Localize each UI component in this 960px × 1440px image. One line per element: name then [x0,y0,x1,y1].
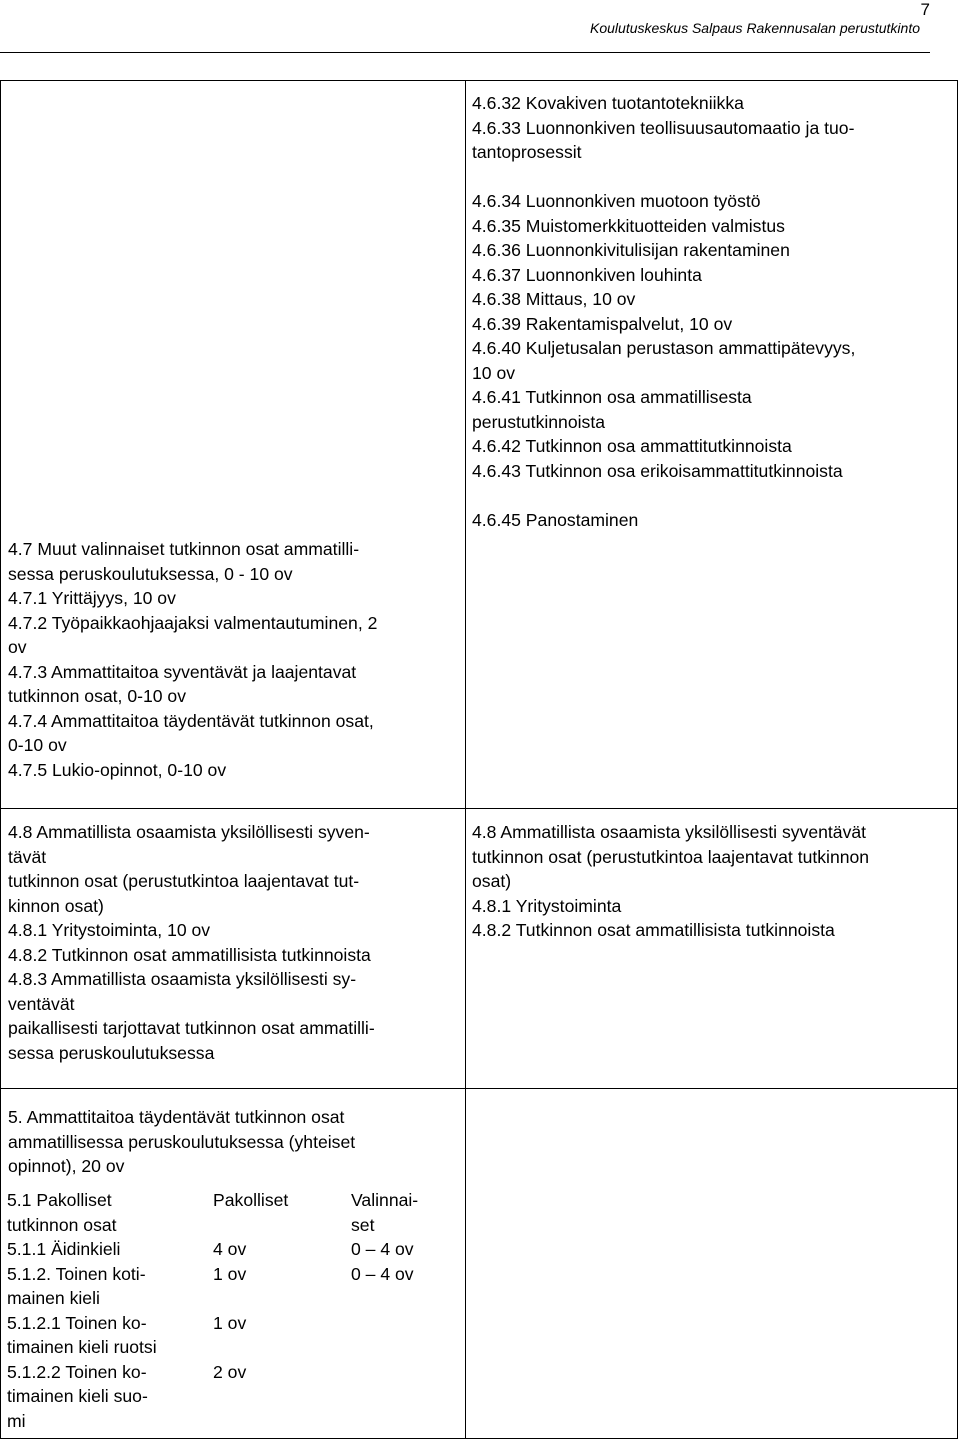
text-line: 4.6.39 Rakentamispalvelut, 10 ov [472,313,733,334]
table-cell: Valinnai- set [351,1190,419,1235]
text-line: 4.6.45 Panostaminen [472,509,639,530]
left-4-7-cell [8,537,377,782]
table-row [7,1360,455,1434]
text-line: 4.8.1 Yritystoiminta, 10 ov [8,920,211,940]
text-line: 4.6.40 Kuljetusalan perustason ammattipätevyys, [472,338,856,358]
table-cell: 0 – 4 ov [351,1239,414,1259]
left-5-cell [8,1105,355,1179]
left-4-8-cell [8,820,375,1065]
header-title: Koulutuskeskus Salpaus Rakennusalan perustutkinto [590,20,920,36]
text-line: 4.7.3 Ammattitaitoa syventävät ja laajentavat [8,661,357,682]
text-line: 4.6.36 Luonnonkivitulisijan rakentaminen [472,240,790,260]
table-cell: 5.1.1 Äidinkieli [7,1239,121,1259]
text-line: tutkinnon osat (perustutkintoa laajentavat tutkinnon [472,846,870,867]
text-line: tutkinnon osat (perustutkintoa laajentavat tut- [8,871,360,891]
text-line [472,483,855,508]
table-cell: Pakolliset [213,1190,289,1210]
table-cell: 5.1.2. Toinen koti- mainen kieli [7,1263,146,1308]
table-row [7,1237,455,1262]
text-line: 4.6.41 Tutkinnon osa ammatillisesta [472,387,752,407]
table-row [7,1311,455,1360]
table-header-row [7,1188,455,1237]
text-line: 10 ov [472,362,516,383]
text-line: 4.8 Ammatillista osaamista yksilöllisesti syventävät [472,822,867,842]
table-cell: 1 ov [213,1312,247,1333]
text-line: 4.8 Ammatillista osaamista yksilöllisesti syven- [8,822,370,842]
table-cell: 5.1.2.2 Toinen ko- timainen kieli suo- mi [7,1361,148,1431]
table-cell: 4 ov [213,1239,247,1259]
text-line: 4.7.1 Yrittäjyys, 10 ov [8,588,176,608]
text-line: kinnon osat) [8,895,104,916]
text-line: 5. Ammattitaitoa täydentävät tutkinnon osat [8,1107,345,1127]
table-cell: 2 ov [213,1361,247,1382]
text-line: osat) [472,871,512,891]
text-line: tutkinnon osat, 0-10 ov [8,686,187,706]
text-line: ventävät [8,993,75,1014]
text-line: perustutkinnoista [472,411,606,432]
text-line: 4.6.32 Kovakiven tuotantotekniikka [472,93,744,113]
text-line: sessa peruskoulutuksessa [8,1042,215,1063]
text-line: tävät [8,846,47,867]
table-5-1 [7,1188,455,1433]
text-line: 4.6.38 Mittaus, 10 ov [472,289,636,309]
text-line: 4.6.37 Luonnonkiven louhinta [472,264,702,285]
column-divider [465,81,466,1438]
text-line: 4.6.43 Tutkinnon osa erikoisammattitutkinnoista [472,460,843,481]
text-line: 4.8.1 Yritystoiminta [472,895,622,916]
text-line: sessa peruskoulutuksessa, 0 - 10 ov [8,563,293,584]
right-top-cell [472,91,855,532]
page-number: 7 [920,0,930,19]
table-cell: 5.1 Pakolliset tutkinnon osat [7,1190,117,1235]
table-cell: 1 ov [213,1263,247,1284]
text-line: 0-10 ov [8,735,67,755]
row-divider-2 [1,1088,957,1089]
text-line: opinnot), 20 ov [8,1156,125,1176]
table-cell [351,1360,455,1434]
text-line: tantoprosessit [472,142,582,162]
text-line: 4.6.33 Luonnonkiven teollisuusautomaatio ja tuo- [472,117,855,138]
text-line: ammatillisessa peruskoulutuksessa (yhteiset [8,1131,356,1152]
table-row [7,1262,455,1311]
text-line: 4.7.4 Ammattitaitoa täydentävät tutkinnon osat, [8,710,374,731]
text-line: 4.6.34 Luonnonkiven muotoon työstö [472,191,761,211]
text-line: 4.8.3 Ammatillista osaamista yksilöllisesti sy- [8,969,357,989]
text-line: paikallisesti tarjottavat tutkinnon osat ammatilli- [8,1018,375,1038]
table-cell: 5.1.2.1 Toinen ko- timainen kieli ruotsi [7,1312,157,1357]
text-line: 4.7.5 Lukio-opinnot, 0-10 ov [8,759,227,780]
table-cell [351,1311,455,1360]
text-line: 4.6.35 Muistomerkkituotteiden valmistus [472,215,785,236]
right-4-8-cell [472,820,869,943]
text-line: 4.6.42 Tutkinnon osa ammattitutkinnoista [472,436,792,456]
text-line: 4.7.2 Työpaikkaohjaajaksi valmentautuminen, 2 [8,612,378,633]
text-line: 4.8.2 Tutkinnon osat ammatillisista tutkinnoista [472,920,835,940]
text-line [472,165,855,190]
row-divider-1 [1,808,957,809]
text-line: ov [8,637,27,657]
header-divider [0,52,930,53]
text-line: 4.8.2 Tutkinnon osat ammatillisista tutkinnoista [8,944,371,965]
table-cell: 0 – 4 ov [351,1263,414,1284]
text-line: 4.7 Muut valinnaiset tutkinnon osat ammatilli- [8,539,360,559]
